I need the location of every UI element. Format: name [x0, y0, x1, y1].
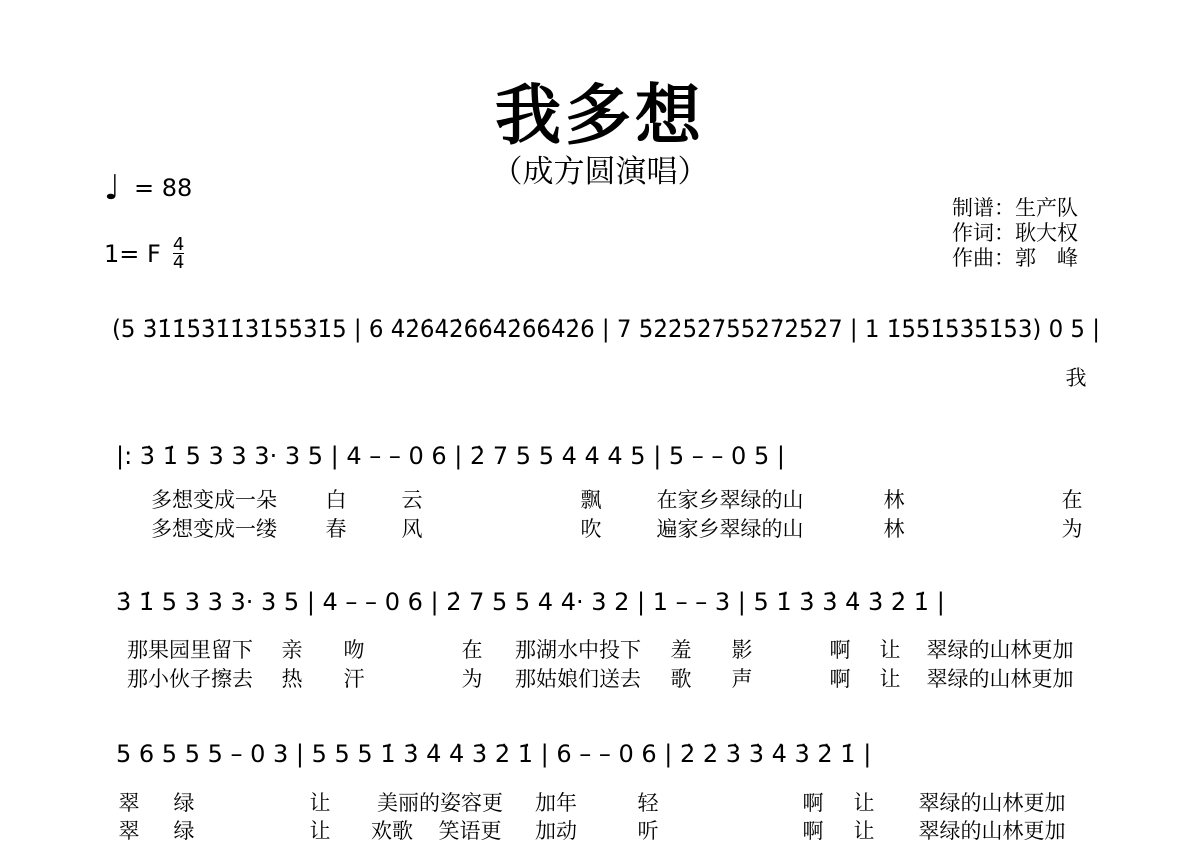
- credit-music: 作曲：郭 峰: [952, 246, 1078, 270]
- lyric-syllable: 风: [401, 517, 423, 541]
- lyric-syllable: 绿: [173, 819, 195, 843]
- lyric-syllable: 让: [309, 791, 331, 815]
- lyric-syllable: 林: [883, 488, 905, 512]
- tempo-marking: [104, 168, 192, 208]
- notation-text: |: 3̇ 1̇ 5 3 3 3· 3 5 | 4 – – 0 6 | 2̇ 7 5 5 4 4 4 5 | 5 – – 0 5 |: [116, 442, 785, 470]
- lyric-syllable: 林: [883, 517, 905, 541]
- lyric-syllable: 听: [637, 819, 659, 843]
- lyric-syllable: 那姑娘们送去: [515, 667, 641, 691]
- time-signature: [173, 236, 184, 271]
- notation-row-1: [0, 305, 1200, 345]
- lyric-syllable: 春: [325, 517, 347, 541]
- lyric-syllable: 翠绿的山林更加: [926, 638, 1074, 662]
- lyric-syllable: 加动: [535, 819, 577, 843]
- lyrics-row-4-verse-1: [0, 787, 1200, 815]
- lyric-syllable: 多想变成一朵: [151, 488, 277, 512]
- credit-score: 制谱：生产队: [952, 196, 1078, 220]
- lyrics-row-2-verse-1: [0, 484, 1200, 512]
- lyric-syllable: 翠绿的山林更加: [918, 819, 1066, 843]
- key-label: 1= F: [104, 239, 161, 268]
- lyric-syllable: 让: [879, 638, 901, 662]
- lyrics-row-3-verse-1: [0, 634, 1200, 662]
- lyric-syllable: 笑语更: [438, 819, 502, 843]
- key-signature: [104, 236, 184, 271]
- lyric-syllable: 翠绿的山林更加: [926, 667, 1074, 691]
- lyric-syllable: 让: [853, 791, 875, 815]
- lyric-syllable: 那湖水中投下: [515, 638, 641, 662]
- quarter-note-icon: ♩: [104, 168, 121, 208]
- notation-row-4: [0, 728, 1200, 768]
- lyrics-row-1-verse-1: [0, 362, 1200, 390]
- lyric-syllable: 遍家乡翠绿的山: [656, 517, 804, 541]
- lyric-syllable: 为: [1061, 517, 1083, 541]
- lyric-syllable: 那果园里留下: [127, 638, 253, 662]
- lyric-syllable: 云: [401, 488, 423, 512]
- lyric-syllable: 啊: [829, 638, 851, 662]
- lyric-syllable: 轻: [637, 791, 659, 815]
- time-bottom: 4: [172, 252, 185, 273]
- lyric-syllable: 翠: [118, 791, 140, 815]
- lyric-syllable: 翠: [118, 819, 140, 843]
- lyric-syllable: 在家乡翠绿的山: [656, 488, 804, 512]
- lyric-syllable: 在: [461, 638, 483, 662]
- lyric-syllable: 那小伙子擦去: [127, 667, 253, 691]
- lyric-syllable: 在: [1061, 488, 1083, 512]
- lyric-syllable: 绿: [173, 791, 195, 815]
- credits: [952, 196, 1078, 271]
- lyric-syllable: 影: [731, 638, 753, 662]
- notation-row-2: [0, 430, 1200, 470]
- notation-row-3: [0, 576, 1200, 616]
- lyric-syllable: 翠绿的山林更加: [918, 791, 1066, 815]
- lyric-syllable: 啊: [802, 791, 824, 815]
- lyric-syllable: 加年: [535, 791, 577, 815]
- lyric-syllable: 让: [853, 819, 875, 843]
- lyric-syllable: 让: [309, 819, 331, 843]
- lyric-syllable: 吻: [343, 638, 365, 662]
- subtitle: （成方圆演唱）: [491, 154, 709, 190]
- lyrics-row-3-verse-2: [0, 663, 1200, 691]
- lyric-syllable: 欢歌: [371, 819, 413, 843]
- lyrics-row-4-verse-2: [0, 815, 1200, 843]
- lyric-syllable: 多想变成一缕: [151, 517, 277, 541]
- lyric-syllable: 我: [1065, 366, 1087, 390]
- credit-lyrics: 作词：耿大权: [952, 221, 1078, 245]
- notation-text: 3̇ 1̇ 5 3 3 3· 3 5 | 4 – – 0 6 | 2̇ 7 5 5 4 4· 3 2 | 1 – – 3 | 5 1̇ 3̇ 3̇ 4̇ 3̇ 2̇ 1̇ |: [116, 588, 945, 616]
- lyric-syllable: 啊: [829, 667, 851, 691]
- lyric-syllable: 美丽的姿容更: [377, 791, 503, 815]
- lyric-syllable: 飘: [580, 488, 602, 512]
- lyric-syllable: 让: [879, 667, 901, 691]
- lyric-syllable: 啊: [802, 819, 824, 843]
- lyric-syllable: 声: [731, 667, 753, 691]
- lyric-syllable: 歌: [670, 667, 692, 691]
- tempo-value: = 88: [134, 174, 193, 202]
- lyrics-row-2-verse-2: [0, 513, 1200, 541]
- lyric-syllable: 热: [281, 667, 303, 691]
- notation-text: 5 6 5 5 5 – 0 3 | 5 5 5 1̇ 3̇ 4̇ 4̇ 3̇ 2̇ 1̇ | 6 – – 0 6 | 2̇ 2̇ 3̇ 3̇ 4̇ 3̇ 2̇ 1̇ |: [116, 740, 872, 768]
- time-top: 4: [172, 234, 185, 255]
- lyric-syllable: 羞: [670, 638, 692, 662]
- notation-text: (5 3̇1̇1̇5̇3̇1̇1̇3̇1̇5̇5̇3̇1̇5 | 6 4̇2̇6̇4̇2̇6̇6̇4̇2̇6̇6̇4̇2̇6 | 7 5̇2̇2̇5̇2̇7̇5̇5̇2̇7̇2̇5̇2̇7 | 1 1̇5̇5̇1̇5̇3̇5̇1̇5̇3) 0 5 |: [112, 315, 1100, 343]
- lyric-syllable: 吹: [580, 517, 602, 541]
- lyric-syllable: 为: [461, 667, 483, 691]
- lyric-syllable: 白: [325, 488, 347, 512]
- lyric-syllable: 亲: [281, 638, 303, 662]
- page-title: 我多想: [495, 77, 705, 154]
- lyric-syllable: 汗: [343, 667, 365, 691]
